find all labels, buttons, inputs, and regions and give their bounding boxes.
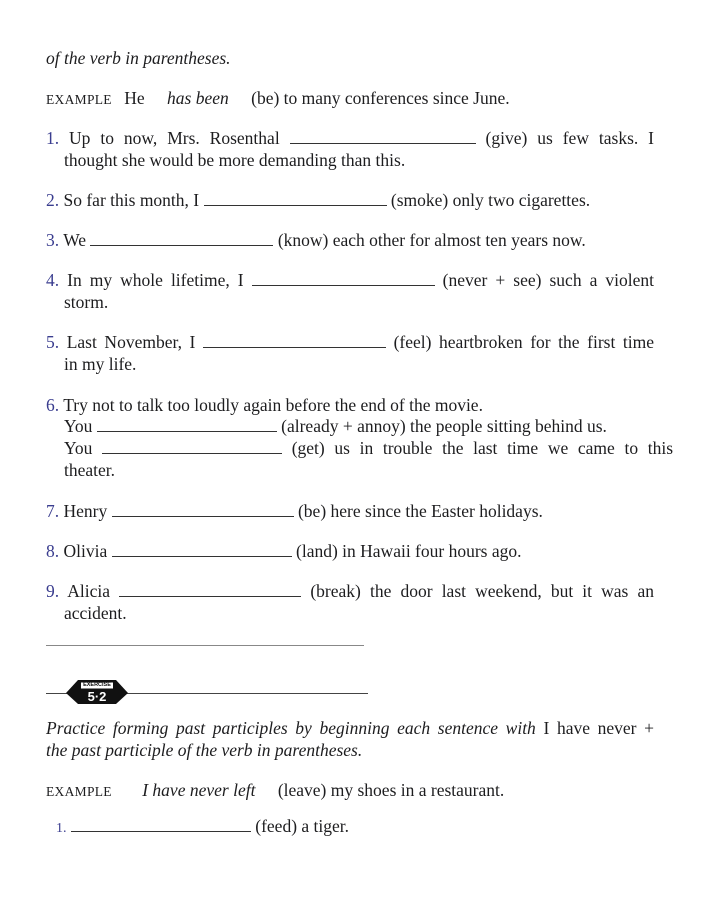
item-6-cont: theater.: [64, 460, 116, 480]
item-6-line-c: [64, 438, 673, 459]
instructions-key-phrase: I have never +: [543, 718, 654, 738]
answer-blank[interactable]: [97, 417, 277, 432]
example-label: EXAMPLE: [46, 784, 112, 799]
item-text: (give) us few tasks. I: [485, 128, 654, 148]
item-text: (break) the door last weekend, but it was an: [310, 581, 655, 601]
example-2: [46, 780, 504, 801]
answer-blank[interactable]: [71, 817, 251, 832]
answer-blank[interactable]: [119, 582, 301, 597]
item-text: (feel) heartbroken for the first time: [393, 332, 655, 352]
item-text: In my whole lifetime, I: [67, 270, 244, 290]
answer-blank[interactable]: [112, 542, 292, 557]
item-text: (land) in Hawaii four hours ago.: [296, 541, 522, 561]
item-number: 8.: [46, 541, 60, 561]
item-number: 7.: [46, 501, 60, 521]
exercise-number: 5·2: [87, 689, 107, 704]
instructions-line-1: [46, 718, 654, 739]
exercise-badge: [66, 679, 128, 705]
item-3: [46, 230, 586, 251]
ex2-item-1: [56, 816, 349, 837]
item-text: (feed) a tiger.: [255, 816, 350, 836]
item-text: We: [63, 230, 87, 250]
item-number: 9.: [46, 581, 60, 601]
item-1: [46, 128, 654, 149]
item-number: 1.: [46, 128, 60, 148]
item-7: [46, 501, 543, 522]
instructions-text: Practice forming past participles by beginning each sentence with: [46, 718, 536, 738]
item-9-cont: accident.: [64, 603, 127, 623]
example-answer: I have never left: [142, 780, 256, 800]
item-number: 6.: [46, 395, 60, 415]
item-text: Henry: [63, 501, 108, 521]
item-text: (smoke) only two cigarettes.: [390, 190, 591, 210]
instructions-line-2: the past participle of the verb in parentheses.: [46, 740, 363, 760]
item-8: [46, 541, 522, 562]
item-4: [46, 270, 654, 291]
answer-blank[interactable]: [204, 191, 387, 206]
answer-blank[interactable]: [203, 333, 386, 348]
item-text: (already + annoy) the people sitting behind us.: [281, 416, 607, 436]
example-rest: (leave) my shoes in a restaurant.: [277, 780, 505, 800]
intro-tail: of the verb in parentheses.: [46, 48, 231, 68]
example-subject: He: [124, 88, 145, 108]
item-text: Olivia: [63, 541, 108, 561]
answer-blank[interactable]: [102, 439, 282, 454]
item-4-cont: storm.: [64, 292, 109, 312]
example-1: [46, 88, 510, 109]
item-text: Try not to talk too loudly again before the end of the movie.: [63, 395, 483, 415]
item-6-line-b: [64, 416, 607, 437]
item-number: 5.: [46, 332, 60, 352]
item-text: Up to now, Mrs. Rosenthal: [69, 128, 280, 148]
item-text: You: [64, 416, 93, 436]
item-text: So far this month, I: [63, 190, 200, 210]
item-1-cont: thought she would be more demanding than this.: [64, 150, 406, 170]
answer-blank[interactable]: [290, 129, 476, 144]
item-text: (never + see) such a violent: [442, 270, 654, 290]
item-text: (know) each other for almost ten years now.: [277, 230, 586, 250]
item-number: 2.: [46, 190, 60, 210]
divider-rule: [46, 645, 364, 646]
example-label: EXAMPLE: [46, 92, 112, 107]
item-number: 4.: [46, 270, 60, 290]
item-6: [46, 395, 483, 416]
item-5-cont: in my life.: [64, 354, 137, 374]
example-rest: (be) to many conferences since June.: [251, 88, 510, 108]
item-9: [46, 581, 654, 602]
item-number: 3.: [46, 230, 60, 250]
exercise-tag: EXERCISE: [83, 682, 111, 688]
item-5: [46, 332, 654, 353]
answer-blank[interactable]: [90, 231, 273, 246]
example-answer: has been: [167, 88, 229, 108]
item-2: [46, 190, 590, 211]
item-text: (be) here since the Easter holidays.: [297, 501, 543, 521]
answer-blank[interactable]: [252, 271, 435, 286]
item-text: (get) us in trouble the last time we came to this: [291, 438, 674, 458]
answer-blank[interactable]: [112, 502, 294, 517]
item-number: 1.: [56, 821, 67, 836]
item-text: You: [64, 438, 93, 458]
item-text: Alicia: [67, 581, 111, 601]
item-text: Last November, I: [66, 332, 196, 352]
